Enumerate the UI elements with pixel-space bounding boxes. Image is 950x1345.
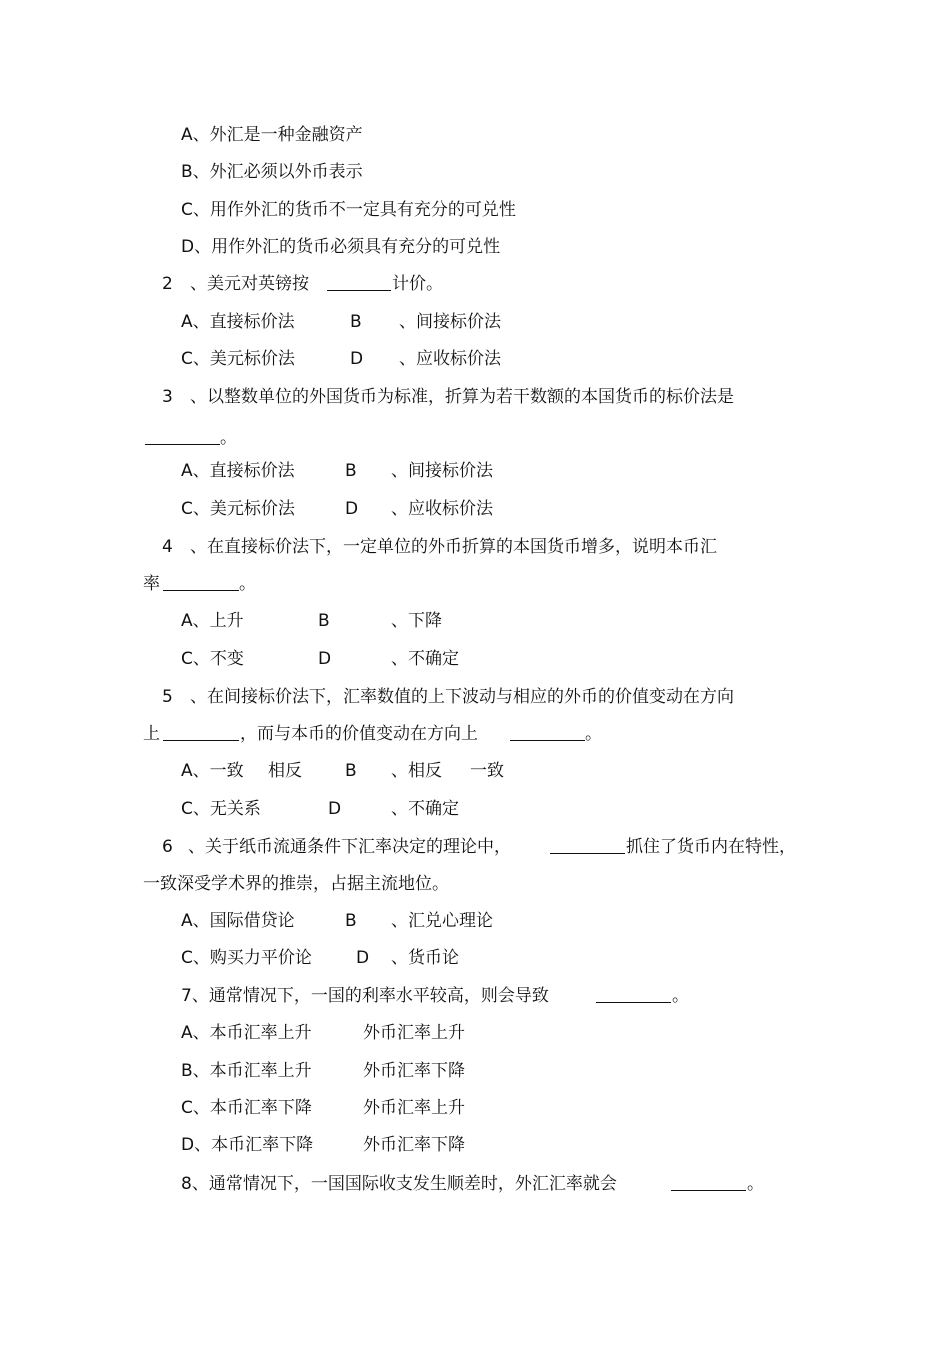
q5-option-b2: 一致	[470, 761, 504, 781]
q7-answer-blank	[596, 985, 671, 1003]
q5-option-d: 、不确定	[391, 799, 459, 819]
q6-text: 、关于纸币流通条件下汇率决定的理论中，	[188, 837, 511, 857]
q2-text: 、美元对英镑按	[190, 274, 309, 294]
q1-option-b: B、外汇必须以外币表示	[181, 162, 363, 182]
q5-suffix: 。	[585, 724, 602, 744]
q6-option-c: C、购买力平价论	[181, 948, 312, 968]
q5-option-a: A、一致	[181, 761, 244, 781]
q4-line2-text: 率	[143, 574, 160, 594]
q3-answer-blank	[145, 427, 220, 445]
q2-answer-blank	[327, 273, 391, 291]
q6-number: 6	[162, 837, 173, 857]
q5-answer-blank-1	[163, 723, 239, 741]
q2-number: 2	[162, 274, 173, 294]
q6-option-b-letter: B	[345, 911, 357, 931]
q5-text: 、在间接标价法下，汇率数值的上下波动与相应的外币的价值变动在方向	[190, 687, 734, 707]
q4-text: 、在直接标价法下，一定单位的外币折算的本国货币增多，说明本币汇	[190, 537, 717, 557]
q3-option-a: A、直接标价法	[181, 461, 295, 481]
q3-option-c: C、美元标价法	[181, 499, 295, 519]
q1-option-d: D、用作外汇的货币必须具有充分的可兑性	[181, 237, 501, 257]
q4-option-b-letter: B	[318, 611, 330, 631]
q5-option-b-letter: B	[345, 761, 357, 781]
q3-suffix: 。	[220, 428, 237, 448]
q5-line2-a: 上	[143, 724, 160, 744]
q4-suffix: 。	[239, 574, 256, 594]
q5-option-a2: 相反	[268, 761, 302, 781]
q5-option-c: C、无关系	[181, 799, 261, 819]
q7-option-b: B、本币汇率上升	[181, 1061, 312, 1081]
q6-option-b: 、汇兑心理论	[391, 911, 493, 931]
q4-option-a: A、上升	[181, 611, 244, 631]
q8-suffix: 。	[747, 1174, 764, 1194]
q3-text: 、以整数单位的外国货币为标准，折算为若干数额的本国货币的标价法是	[190, 387, 734, 407]
q8-text: 8、通常情况下，一国国际收支发生顺差时，外汇汇率就会	[181, 1174, 617, 1194]
q7-text: 7、通常情况下，一国的利率水平较高，则会导致	[181, 986, 549, 1006]
q6-option-d: 、货币论	[391, 948, 459, 968]
q7-option-c: C、本币汇率下降	[181, 1098, 312, 1118]
q3-option-d-letter: D	[345, 499, 359, 519]
q2-option-b-letter: B	[350, 312, 362, 332]
q4-answer-blank	[163, 573, 239, 591]
q4-option-d: 、不确定	[391, 649, 459, 669]
q6-option-a: A、国际借贷论	[181, 911, 295, 931]
q4-number: 4	[162, 537, 173, 557]
q5-answer-blank-2	[510, 723, 585, 741]
q7-suffix: 。	[672, 986, 689, 1006]
q2-option-c: C、美元标价法	[181, 349, 295, 369]
q6-answer-blank	[550, 836, 625, 854]
q2-option-d: 、应收标价法	[399, 349, 501, 369]
q6-after: 抓住了货币内在特性，	[626, 837, 796, 857]
q5-option-d-letter: D	[328, 799, 342, 819]
q5-option-b: 、相反	[391, 761, 442, 781]
q6-stem-line2: 一致深受学术界的推崇，占据主流地位。	[143, 874, 449, 894]
q2-option-b: 、间接标价法	[399, 312, 501, 332]
q2-suffix: 计价。	[392, 274, 443, 294]
q1-option-a: A、外汇是一种金融资产	[181, 125, 363, 145]
q7-option-c-second: 外币汇率上升	[363, 1098, 465, 1118]
q4-option-b: 、下降	[391, 611, 442, 631]
q7-option-d-second: 外币汇率下降	[363, 1135, 465, 1155]
q3-option-b-letter: B	[345, 461, 357, 481]
q6-option-d-letter: D	[356, 948, 370, 968]
q7-option-b-second: 外币汇率下降	[363, 1061, 465, 1081]
q4-option-c: C、不变	[181, 649, 244, 669]
q7-option-d: D、本币汇率下降	[181, 1135, 314, 1155]
q2-option-a: A、直接标价法	[181, 312, 295, 332]
q5-line2-b: ，而与本币的价值变动在方向上	[240, 724, 478, 744]
q8-answer-blank	[671, 1173, 746, 1191]
q1-option-c: C、用作外汇的货币不一定具有充分的可兑性	[181, 200, 516, 220]
q7-option-a: A、本币汇率上升	[181, 1023, 312, 1043]
q5-number: 5	[162, 687, 173, 707]
q3-option-d: 、应收标价法	[391, 499, 493, 519]
q3-number: 3	[162, 387, 173, 407]
q7-option-a-second: 外币汇率上升	[363, 1023, 465, 1043]
q4-option-d-letter: D	[318, 649, 332, 669]
q2-option-d-letter: D	[350, 349, 364, 369]
q3-option-b: 、间接标价法	[391, 461, 493, 481]
